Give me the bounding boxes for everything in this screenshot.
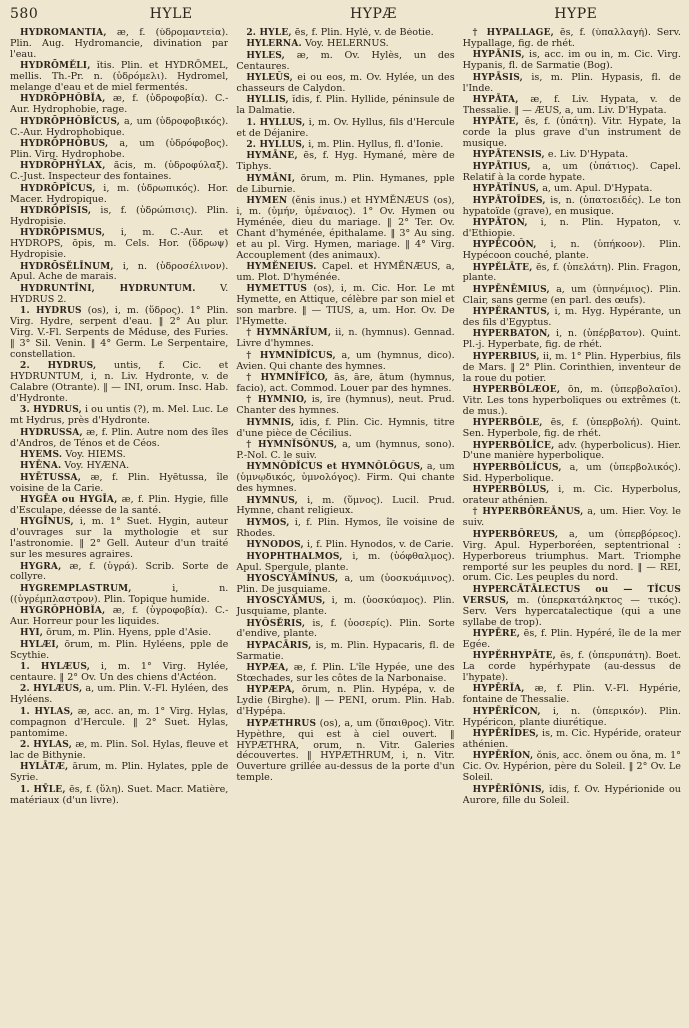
dictionary-entry xyxy=(463,184,681,195)
dictionary-entry xyxy=(463,95,681,117)
dictionary-entry xyxy=(463,73,681,95)
dictionary-entry xyxy=(10,785,228,807)
dictionary-entry xyxy=(10,762,228,784)
entry-definition: i, m. C.-Aur. et HYDROPS, ōpis, m. Cels. Hor. (ὕδρωψ) Hydropisie. xyxy=(10,227,229,261)
headword-left: HYLE xyxy=(149,6,193,22)
entry-headword: HYMĔNEIUS. xyxy=(246,262,317,273)
column-middle xyxy=(236,28,454,1028)
entry-headword: HYŎSĔRIS, xyxy=(246,618,306,629)
entry-definition: ĭtis. Plin. et HYDRŌMEL, mellis. Th.-Pr. n. (ὑδρόμελι). Hydromel, melange d'eau et de miel fermentés. xyxy=(10,60,229,94)
entry-definition: a, um. Plin. V.-Fl. Hyléen, des Hyléens. xyxy=(10,683,229,706)
entry-headword: HYLEŬS, xyxy=(246,73,294,84)
entry-definition: a, um. Hier. Voy. le suiv. xyxy=(462,506,681,529)
dictionary-entry xyxy=(463,463,681,485)
entry-headword: HYPĀTOĪDES, xyxy=(472,195,546,206)
entry-headword: HYPĂTE, xyxy=(472,117,519,128)
entry-headword: HYPERBŎLĬCUS, xyxy=(472,462,562,473)
entry-headword: HYPERBŎLE, xyxy=(472,418,543,429)
entry-headword: HYLĀTÆ, xyxy=(20,762,69,773)
dictionary-entry xyxy=(236,39,454,50)
entry-headword: HYLÆI, xyxy=(20,639,60,650)
dictionary-entry xyxy=(10,139,228,161)
dictionary-entry xyxy=(236,418,454,440)
entry-definition: ēs, f. (ὕλη). Suet. Macr. Matière, matériaux (d'un livre). xyxy=(10,783,229,806)
entry-definition: (ĕnis inus.) et HYMĔNÆUS (os), i, m. (ὑμήν, ὑμέναιος). 1° Ov. Hymen ou Hyménée, dieu du mariage. ‖ 2° Ter. Ov. Chant d'hyménée, épithalame. ‖ 3° Au sing. et au pl. Virg. Hymen, mariage. ‖ 4° Virg. Accouplement (des animaux). xyxy=(236,195,455,261)
entry-headword: HYPÆTHRUS xyxy=(246,718,317,729)
entry-headword: HYOPHTHALMOS, xyxy=(246,551,343,562)
dictionary-entry xyxy=(10,306,228,361)
entry-definition: ēs, f. (ὑπαλλαγή). Serv. Hypallage, fig. de rhét. xyxy=(462,28,681,49)
entry-headword: HYDRŌPHȲLAX, xyxy=(20,161,106,172)
dictionary-entry xyxy=(10,584,228,606)
dictionary-entry xyxy=(236,719,454,784)
entry-headword: 1. HYLLUS, xyxy=(246,117,306,128)
entry-headword: HYGRA, xyxy=(20,561,62,572)
entry-headword: 1. HȲLE, xyxy=(20,784,66,795)
entry-definition: ĭdis, f. Plin. Hyllide, péninsule de la Dalmatie. xyxy=(236,94,455,117)
dictionary-entry xyxy=(236,174,454,196)
dictionary-entry xyxy=(10,61,228,94)
column-left xyxy=(10,28,228,1028)
dictionary-entry xyxy=(10,284,228,306)
entry-definition: untis, f. Cic. et HYDRUNTUM, i, n. Liv. Hydronte, v. de Calabre (Otrante). ‖ — INI, orum. Insc. Hab. d'Hydronte. xyxy=(10,360,229,404)
headword-right: HYPE xyxy=(554,6,598,22)
dictionary-entry xyxy=(463,117,681,150)
entry-headword: HYPĀTON, xyxy=(472,217,528,228)
entry-definition: is, f. (ὑδρώπισις). Plin. Hydropisie. xyxy=(10,205,229,227)
entry-definition: æ, f. Plin. Hygie, fille d'Esculape, déesse de la santé. xyxy=(10,494,229,516)
entry-headword: 1. HYDRUS xyxy=(20,306,82,317)
entry-definition: ĭdis, f. Ov. Hypérionide ou Aurore, fille du Soleil. xyxy=(462,783,681,806)
dictionary-entry xyxy=(463,329,681,351)
entry-headword: HYPĒRĬDES, xyxy=(472,729,539,740)
entry-headword: 2. HYLAS, xyxy=(20,740,73,750)
dictionary-entry xyxy=(10,262,228,284)
entry-headword: HYMOS, xyxy=(246,517,290,528)
dictionary-entry xyxy=(10,473,228,495)
entry-headword: HYDRŌPHŎBĬCUS, xyxy=(20,116,121,127)
entry-definition: a, um (ὑπάτιος). Capel. Relatif à la corde hypate. xyxy=(462,160,681,183)
entry-headword: HYOSCYĂMUS, xyxy=(246,596,326,607)
entry-headword: HYPĒRĬON, xyxy=(472,751,534,762)
entry-definition: is, m. Plin. Hypacaris, fl. de Sarmatie. xyxy=(236,639,455,662)
entry-definition: a, um (ὑπερβόρεος). Virg. Apul. Hyperboréen, septentrional : Hyperboreus triumphus. Mart. Triomphe remporté sur les peuples du nord. ‖ — REI, orum. Cic. Les peuples du nord. xyxy=(462,528,681,584)
entry-definition: a, um (ὑπερβολικός). Sid. Hyperbolique. xyxy=(462,461,681,484)
entry-headword: HYI, xyxy=(20,628,44,639)
entry-definition: ās, āre, ātum (hymnus, facio), act. Commod. Louer par des hymnes. xyxy=(236,372,455,394)
dictionary-entry xyxy=(236,641,454,663)
entry-headword: HYPÆA, xyxy=(246,663,289,674)
entry-headword: HYDRŌPĬSIS, xyxy=(20,206,92,216)
entry-definition: i, m. Hyg. Hypérante, un des fils d'Egyptus. xyxy=(462,306,681,329)
entry-headword: † HYMNĬDĬCUS, xyxy=(246,350,336,361)
headword-center: HYPÆ xyxy=(350,6,397,22)
entry-definition: i, n. (ὑπήκοον). Plin. Hypécoon couché, plante. xyxy=(462,239,681,262)
dictionary-entry xyxy=(10,517,228,561)
entry-definition: æ, f. Plin. Hyētussa, île voisine de la Carie. xyxy=(10,471,229,494)
entry-headword: † HYMNĬFĬCO, xyxy=(246,373,329,384)
entry-definition: is, m. Plin. Hypasis, fl. de l'Inde. xyxy=(462,71,681,94)
entry-definition: æ, m. Plin. Sol. Hylas, fleuve et lac de Bithynie. xyxy=(10,739,229,761)
entry-definition: ōrum, m. Plin. Hyens, pple d'Asie. xyxy=(46,627,212,639)
entry-headword: HYPĔRANTUS, xyxy=(472,307,550,318)
entry-definition: a, um (hymnus, dico). Avien. Qui chante des hymnes. xyxy=(236,349,455,372)
dictionary-entry xyxy=(10,117,228,139)
entry-definition: ŏnis, acc. ŏnem ou ŏna, m. 1° Cic. Ov. Hypérion, père du Soleil. ‖ 2° Ov. Le Soleil. xyxy=(462,750,681,784)
dictionary-entry xyxy=(463,751,681,784)
entry-definition: ăcis, m. (ὑδροφύλαξ). C.-Just. Inspecteur des fontaines. xyxy=(10,160,229,183)
dictionary-entry xyxy=(10,206,228,228)
entry-headword: 3. HYDRUS, xyxy=(20,405,82,416)
dictionary-entry xyxy=(236,328,454,350)
entry-headword: 2. HȲLE, xyxy=(246,28,292,38)
entry-definition: i, m. Cic. Hyperbolus, orateur athénien. xyxy=(462,484,681,507)
entry-definition: ēs, f. (ὑπάτη). Vitr. Hypate, la corde la plus grave d'un instrument de musique. xyxy=(462,116,681,150)
dictionary-entry xyxy=(236,151,454,173)
entry-definition: æ, f. (ὑδροφοβία). C.-Aur. Hydrophobie, rage. xyxy=(10,93,229,116)
entry-definition: æ, f. (ὑγρά). Scrib. Sorte de collyre. xyxy=(10,560,229,583)
dictionary-entry xyxy=(463,218,681,240)
entry-headword: 2. HYDRUS, xyxy=(20,361,97,372)
entry-definition: ārum, m. Plin. Hylates, pple de Syrie. xyxy=(10,761,229,784)
dictionary-entry xyxy=(10,662,228,684)
dictionary-entry xyxy=(463,585,681,629)
entry-headword: HYDRUSSA, xyxy=(20,427,83,438)
running-head xyxy=(10,6,681,26)
entry-definition: a, um (hymnus, sono). P.-Nol. C. le suiv. xyxy=(236,439,455,461)
entry-definition: i, m. Plin. Hyllus, fl. d'Ionie. xyxy=(308,139,444,151)
entry-definition: is, acc. im ou in, m. Cic. Virg. Hypanis, fl. de Sarmatie (Bog). xyxy=(462,49,681,72)
entry-definition: ēs, f. Hyg. Hymané, mère de Tiphys. xyxy=(236,150,455,173)
entry-headword: HYPERBATON, xyxy=(472,329,551,340)
entry-headword: HYPERBŎREUS, xyxy=(472,529,559,540)
entry-definition: ēs, f. Plin. Hypéré, île de la mer Egée. xyxy=(462,627,681,650)
entry-headword: HYMNIS, xyxy=(246,417,295,428)
entry-headword: HYLERNA. xyxy=(246,39,302,50)
entry-headword: HYPĀSIS, xyxy=(472,72,523,83)
entry-definition: adv. (hyperbolicus). Hier. D'une manière hyperbolique. xyxy=(462,439,681,462)
entry-definition: i, n. (ὑπέρβατον). Quint. Pl.-j. Hyperbate, fig. de rhét. xyxy=(462,328,681,351)
entry-definition: m. (ὑπερκατάληκτος — τικός). Serv. Vers hypercatalectique (qui a une syllabe de trop). xyxy=(462,594,681,628)
entry-headword: HYDRUNTĪNI, HYDRUNTUM. xyxy=(20,283,196,294)
entry-headword: HYGREMPLASTRUM, xyxy=(20,583,132,594)
dictionary-entry xyxy=(463,530,681,585)
entry-headword: HYNODOS, xyxy=(246,540,304,551)
entry-definition: æ, f. (ὑδρομαντεία). Plin. Aug. Hydromancie, divination par l'eau. xyxy=(10,28,229,60)
dictionary-entry xyxy=(236,540,454,551)
entry-headword: 2. HYLÆUS, xyxy=(20,684,83,695)
dictionary-entry xyxy=(463,418,681,440)
entry-headword: HYMNŎDĬCUS et HYMNŎLŎGUS, xyxy=(246,462,424,473)
entry-definition: ēs, f. (ὑπερυπάτη). Boet. La corde hypérhypate (au-dessus de l'hypate). xyxy=(462,650,681,684)
entry-headword: HYDRŌSĔLĪNUM, xyxy=(20,261,114,272)
dictionary-entry xyxy=(10,628,228,639)
dictionary-entry xyxy=(463,707,681,729)
dictionary-entry xyxy=(463,150,681,161)
column-right xyxy=(463,28,681,1028)
entry-headword: HYPĀTENSIS, xyxy=(472,150,545,161)
entry-headword: HYPERCĀTĀLECTUS ou — TĬCUS VERSUS, xyxy=(462,584,681,606)
entry-headword: HYDRŌPISMUS, xyxy=(20,228,106,239)
entry-headword: HYPERBŎLUS, xyxy=(472,485,550,496)
dictionary-entry xyxy=(236,28,454,39)
entry-definition: æ, acc. an, m. 1° Virg. Hylas, compagnon d'Hercule. ‖ 2° Suet. Hylas, pantomime. xyxy=(10,705,229,739)
entry-headword: HYGRŎPHŎBĬA, xyxy=(20,606,106,617)
entry-definition: is, f. (ὑοσερίς). Plin. Sorte d'endive, plante. xyxy=(236,617,455,640)
dictionary-entry xyxy=(463,785,681,807)
entry-definition: Voy. HIEMS. xyxy=(65,448,126,460)
entry-definition: i, f. Plin. Hynodos, v. de Carie. xyxy=(306,539,454,551)
entry-headword: HYMĀNE, xyxy=(246,151,298,162)
dictionary-entry xyxy=(10,28,228,61)
entry-definition: ii, m. 1° Plin. Hyperbius, fils de Mars. ‖ 2° Plin. Corinthien, inventeur de la roue du potier. xyxy=(462,350,681,384)
dictionary-entry xyxy=(236,685,454,718)
entry-definition: æ, f. Plin. Autre nom des îles d'Andros, de Ténos et de Céos. xyxy=(10,426,229,449)
entry-definition: is, īre (hymnus), neut. Prud. Chanter des hymnes. xyxy=(236,394,455,417)
entry-definition: e. Liv. D'Hypata. xyxy=(547,149,629,161)
entry-headword: HYMĀNI, xyxy=(246,173,296,184)
entry-headword: HYPĒRE, xyxy=(472,628,521,639)
dictionary-entry xyxy=(463,485,681,507)
dictionary-entry xyxy=(236,619,454,641)
columns xyxy=(10,28,681,1028)
entry-definition: i, m. 1° Virg. Hylée, centaure. ‖ 2° Ov. Un des chiens d'Actéon. xyxy=(10,661,229,684)
entry-headword: HYDRŌPĬCUS, xyxy=(20,183,96,194)
entry-headword: HYPERBŎLÆOE, xyxy=(472,385,561,395)
entry-headword: HYOSCYĂMĬNUS, xyxy=(246,573,339,584)
entry-headword: HYPERBŎLĬCE, xyxy=(472,440,555,451)
dictionary-entry xyxy=(10,94,228,116)
entry-headword: HYĒTUSSA, xyxy=(20,472,82,483)
entry-definition: V. HYDRUS 2. xyxy=(10,282,229,305)
entry-definition: ēs, f. (ὑπερβολή). Quint. Sen. Hyperbole, fig. de rhét. xyxy=(462,417,681,440)
entry-definition: (os), a, um (ὕπαιθρος). Vitr. Hypèthre, qui est à ciel ouvert. ‖ HYPÆTHRA, orum, n. Vitr. Galeries découvertes. ‖ HYPÆTHRUM, i, n. Vitr. Ouverture grillée au-dessus de la porte d'un temple. xyxy=(236,717,455,784)
entry-definition: ēs, f. Plin. Hylé, v. de Béotie. xyxy=(294,28,434,38)
dictionary-entry xyxy=(236,552,454,574)
dictionary-entry xyxy=(463,240,681,262)
entry-headword: HYMEN xyxy=(246,196,288,207)
dictionary-entry xyxy=(236,95,454,117)
entry-headword: HYPĀNIS, xyxy=(472,50,525,61)
dictionary-entry xyxy=(10,684,228,706)
entry-definition: ōrum, m. Plin. Hymanes, pple de Liburnie. xyxy=(236,172,455,195)
dictionary-entry xyxy=(463,729,681,751)
entry-headword: HYPĔLĀTE, xyxy=(472,262,533,273)
entry-definition: i, n. (ὑδροσέλινον). Apul. Ache de marais. xyxy=(10,260,229,283)
entry-definition: æ, f. (ὑγροφοβία). C.-Aur. Horreur pour les liquides. xyxy=(10,605,229,628)
entry-headword: HYEMS. xyxy=(20,449,63,460)
dictionary-entry xyxy=(463,385,681,418)
entry-definition: Capel. et HYMĔNÆUS, a, um. Plot. D'hyménée. xyxy=(236,261,455,283)
dictionary-entry xyxy=(236,574,454,596)
page-number: 580 xyxy=(10,6,39,22)
dictionary-entry xyxy=(463,441,681,463)
dictionary-entry xyxy=(463,162,681,184)
entry-definition: æ, f. Liv. Hypata, v. de Thessalie. ‖ — ÆUS, a, um. Liv. D'Hypata. xyxy=(462,93,681,116)
entry-definition: ii, n. (hymnus). Gennad. Livre d'hymnes. xyxy=(236,327,455,350)
entry-headword: HYPĔRHYPĀTE, xyxy=(472,651,556,662)
entry-definition: ei ou eos, m. Ov. Hylée, un des chasseurs de Calydon. xyxy=(236,72,455,95)
dictionary-entry xyxy=(463,629,681,651)
dictionary-entry xyxy=(463,507,681,529)
entry-definition: i, f. Plin. Hymos, île voisine de Rhodes. xyxy=(236,516,455,539)
dictionary-entry xyxy=(463,352,681,385)
entry-definition: a, um (ὑοσκυάμινος). Plin. De jusquiame. xyxy=(236,572,455,595)
dictionary-entry xyxy=(463,50,681,72)
entry-definition: ōrum, n. Plin. Hypépa, v. de Lydie (Birghe). ‖ — PENI, orum. Plin. Hab. d'Hypépa. xyxy=(236,684,455,718)
entry-headword: † HYPALLĂGE, xyxy=(472,28,554,38)
dictionary-entry xyxy=(236,262,454,284)
entry-definition: i, n. Plin. Hypaton, v. d'Ethiopie. xyxy=(462,216,681,239)
dictionary-entry xyxy=(463,196,681,218)
dictionary-entry xyxy=(236,196,454,261)
entry-definition: æ, f. Plin. V.-Fl. Hypérie, fontaine de Thessalie. xyxy=(462,683,681,706)
dictionary-entry xyxy=(10,184,228,206)
dictionary-entry xyxy=(463,307,681,329)
entry-headword: HYPĒRĬŎNIS, xyxy=(472,784,545,795)
entry-definition: i, n. (ὑπερικόν). Plin. Hypéricon, plante diurétique. xyxy=(462,705,681,728)
entry-headword: HYLLIS, xyxy=(246,95,289,106)
entry-headword: HYPĀTĪNUS, xyxy=(472,184,540,195)
dictionary-entry xyxy=(10,361,228,405)
entry-headword: HYPĀTIUS, xyxy=(472,161,531,172)
entry-headword: † HYPERBŎREĀNUS, xyxy=(472,507,584,518)
entry-definition: a, um. Apul. D'Hypata. xyxy=(542,183,653,195)
dictionary-entry xyxy=(463,28,681,50)
entry-headword: HYPĒCOŎN, xyxy=(472,240,537,251)
dictionary-entry xyxy=(10,428,228,450)
entry-headword: † HYMNĬSŎNUS, xyxy=(246,440,338,451)
dictionary-entry xyxy=(10,461,228,472)
entry-definition: æ, m. Ov. Hylès, un des Centaures. xyxy=(236,49,455,72)
entry-definition: ĭdis, f. Plin. Cic. Hymnis, titre d'une pièce de Cécilius. xyxy=(236,416,455,439)
entry-definition: i, n. ((ὑγρέμπλαστρον). Plin. Topique humide. xyxy=(10,582,229,605)
entry-headword: 1. HYLÆUS, xyxy=(20,662,91,673)
entry-headword: HYGĪNUS, xyxy=(20,517,74,528)
entry-headword: HYPĒNĒMIUS, xyxy=(472,284,550,295)
entry-headword: HYPERBIUS, xyxy=(472,351,540,362)
dictionary-entry xyxy=(236,351,454,373)
dictionary-entry xyxy=(236,373,454,395)
dictionary-entry xyxy=(463,684,681,706)
entry-definition: i, m. 1° Suet. Hygin, auteur d'ouvrages sur la mythologie et sur l'astronomie. ‖ 2° Gell. Auteur d'un traité sur les mesures agraires. xyxy=(10,516,229,561)
dictionary-entry xyxy=(10,606,228,628)
entry-headword: HYPĒRĬCON, xyxy=(472,706,541,717)
entry-headword: HYMETTUS xyxy=(246,284,308,295)
entry-headword: HYLES, xyxy=(246,50,285,61)
entry-headword: HYGĒA ou HYGĪA, xyxy=(20,495,118,506)
entry-definition: ōrum, m. Plin. Hyléens, pple de Scythie. xyxy=(10,638,229,661)
dictionary-entry xyxy=(10,740,228,762)
dictionary-entry xyxy=(10,707,228,740)
entry-definition: i, m. (ὑόφθαλμος). Apul. Spergule, plante. xyxy=(236,550,455,573)
dictionary-entry xyxy=(236,518,454,540)
entry-definition: is, m. Cic. Hypéride, orateur athénien. xyxy=(462,728,681,750)
entry-headword: HYPĀTA, xyxy=(472,94,519,105)
entry-definition: ēs, f. (ὑπελάτη). Plin. Fragon, plante. xyxy=(462,261,681,284)
dictionary-entry xyxy=(236,462,454,495)
entry-headword: 2. HYLLUS, xyxy=(246,140,306,151)
entry-headword: HYĒNA. xyxy=(20,461,62,472)
entry-definition: Voy. HYÆNA. xyxy=(64,460,130,472)
dictionary-entry xyxy=(236,596,454,618)
entry-definition: i, m. (ὕμνος). Lucil. Prud. Hymne, chant religieux. xyxy=(236,494,455,517)
dictionary-entry xyxy=(236,663,454,685)
dictionary-entry xyxy=(10,161,228,183)
entry-definition: i, m. (ὑοσκύαμος). Plin. Jusquiame, plante. xyxy=(236,595,455,618)
entry-headword: HYPĒRĬA, xyxy=(472,684,525,695)
entry-definition: æ, f. Plin. L'île Hypée, une des Stœchades, sur les côtes de la Narbonaise. xyxy=(236,662,455,685)
dictionary-entry xyxy=(236,440,454,462)
entry-headword: HYMNUS, xyxy=(246,495,299,506)
entry-headword: HYPACĀRIS, xyxy=(246,640,312,651)
entry-definition: (os), i, m. Cic. Hor. Le mt Hymette, en Attique, célèbre par son miel et son marbre. ‖ — TIUS, a, um. Hor. Ov. De l'Hymette. xyxy=(236,283,455,328)
dictionary-entry xyxy=(236,51,454,73)
entry-headword: HYPÆPA, xyxy=(246,685,295,696)
entry-definition: Voy. HELERNUS. xyxy=(304,38,389,50)
entry-definition: i, m. Ov. Hyllus, fils d'Hercule et de Déjanire. xyxy=(236,116,455,139)
entry-definition: a, um (ὑμνῳδικός, ὑμνολόγος). Firm. Qui chante des hymnes. xyxy=(236,461,455,495)
dictionary-entry xyxy=(10,562,228,584)
entry-headword: † HYMNIO, xyxy=(246,395,307,406)
entry-headword: HYDRŌMĔLI, xyxy=(20,61,91,72)
dictionary-entry xyxy=(236,284,454,328)
entry-headword: HYDRŌMANTĬA, xyxy=(20,28,107,38)
dictionary-entry xyxy=(463,651,681,684)
dictionary-entry xyxy=(10,228,228,261)
entry-definition: a, um (ὑπηνέμιος). Plin. Clair, sans germe (en parl. des œufs). xyxy=(462,283,681,306)
entry-definition: a, um (ὑδρόφοβος). Plin. Virg. Hydrophobe. xyxy=(10,138,229,160)
entry-headword: † HYMNĀRĬUM, xyxy=(246,328,332,339)
dictionary-entry xyxy=(236,395,454,417)
dictionary-entry xyxy=(10,640,228,662)
entry-definition: a, um (ὑδροφοβικός). C.-Aur. Hydrophobique. xyxy=(10,115,229,138)
dictionary-entry xyxy=(10,495,228,517)
entry-definition: ōn, m. (ὑπερβολαῖοι). Vitr. Les tons hyperboliques ou extrêmes (t. de mus.). xyxy=(462,384,681,417)
entry-definition: i, m. (ὑδρωπικός). Hor. Macer. Hydropique. xyxy=(10,182,229,205)
entry-headword: HYDRŌPHŎBĬA, xyxy=(20,94,106,105)
dictionary-entry xyxy=(236,73,454,95)
dictionary-entry xyxy=(10,405,228,427)
entry-definition: is, n. (ὑπατοειδές). Le ton hypatoïde (grave), en musique. xyxy=(462,194,681,217)
dictionary-entry xyxy=(463,263,681,285)
entry-headword: HYDRŌPHŎBUS, xyxy=(20,139,109,150)
dictionary-entry xyxy=(463,285,681,307)
dictionary-entry xyxy=(236,496,454,518)
entry-definition: (os), i, m. (ὕδρος). 1° Plin. Virg. Hydre, serpent d'eau. ‖ 2° Au plur. Virg. V.-Fl. Serpents de Méduse, des Furies. ‖ 3° Sil. Venin. ‖ 4° Germ. Le Serpentaire, constellation. xyxy=(10,305,229,360)
entry-headword: 1. HYLAS, xyxy=(20,706,74,717)
entry-definition: i ou untis (?), m. Mel. Luc. Le mt Hydrus, près d'Hydronte. xyxy=(10,404,229,427)
dictionary-entry xyxy=(236,118,454,140)
